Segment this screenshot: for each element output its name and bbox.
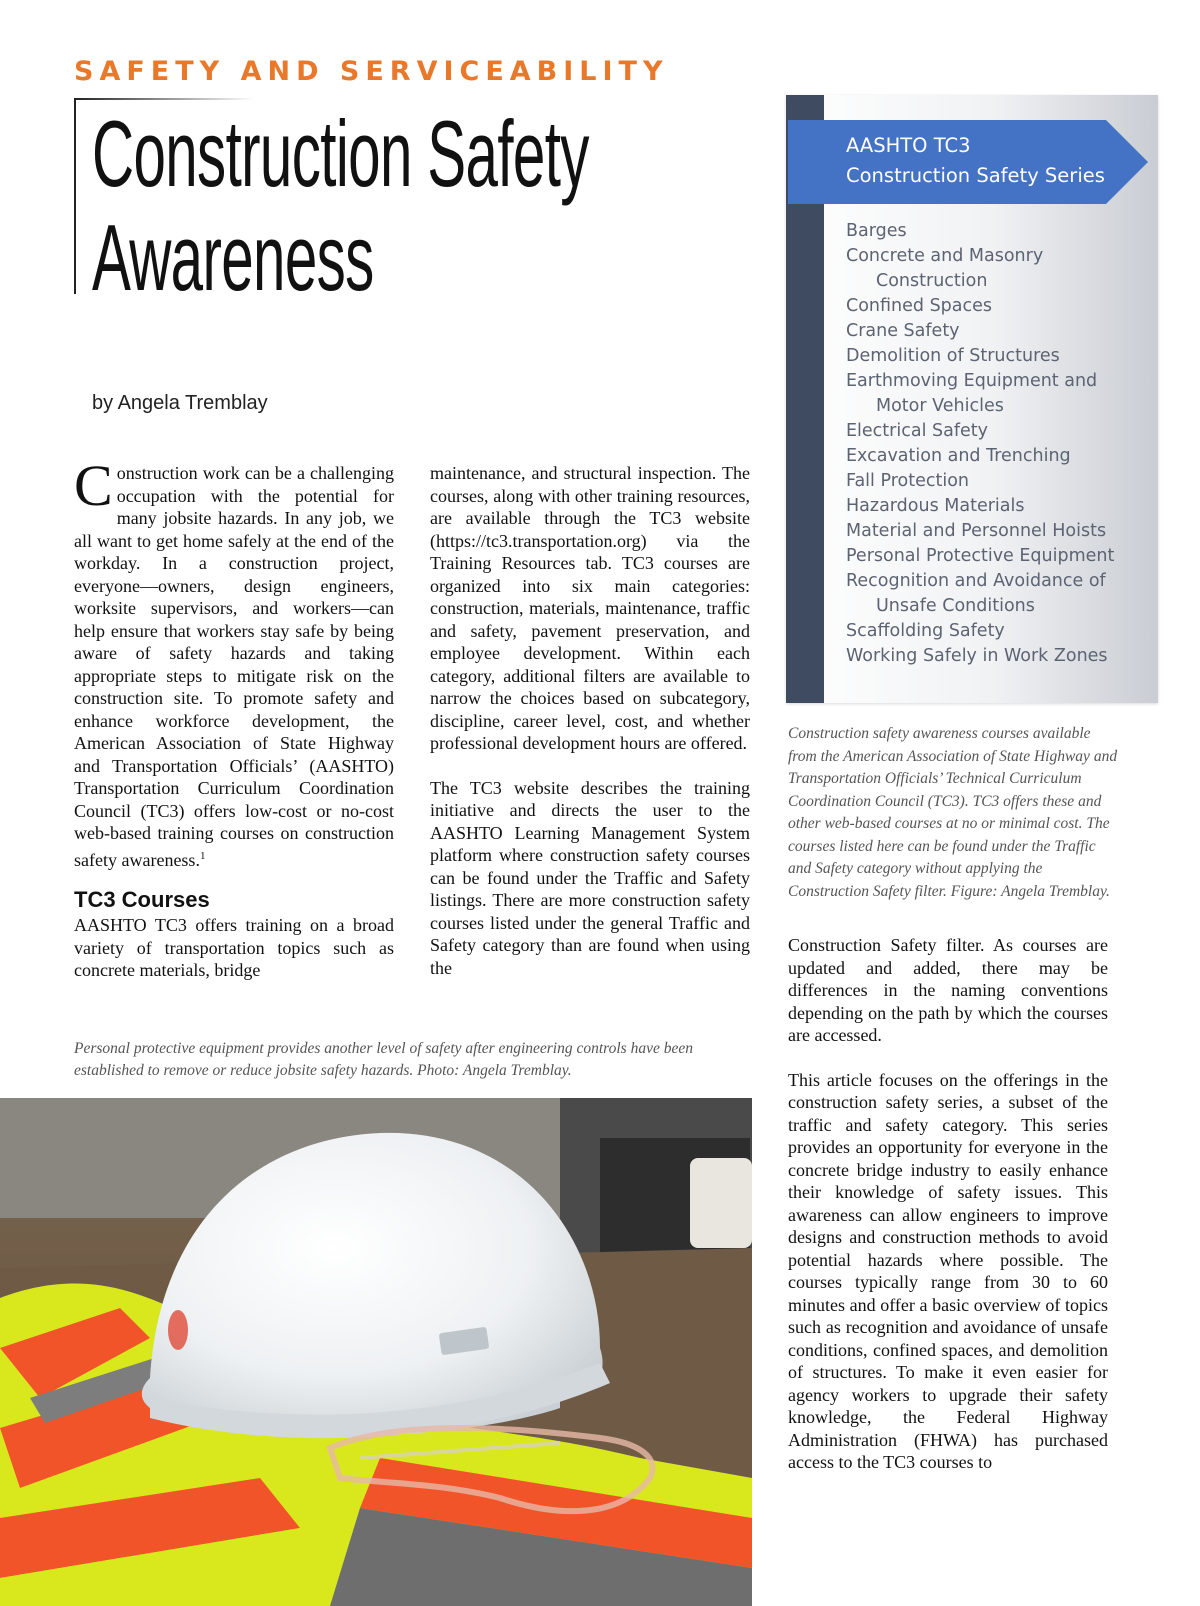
- paragraph-article-focus: This article focuses on the offerings in the construction safety series, a subset of the traffic and safety category. This series provides an opportunity for everyone in the concrete bridge industry to easily enhance their knowledge of safety issues. This awareness can allow engineers to improve designs and construction methods to avoid potential hazards where possible. The courses typically range from 30 to 60 minutes and offer a basic overview of topics such as recognition and avoidance of unsafe conditions, confined spaces, and demolition of structures. To make it even easier for agency workers to upgrade their safety knowledge, the Federal Highway Administration (FHWA) has purchased access to the TC3 courses to: [788, 1069, 1108, 1472]
- course-item: Barges: [846, 221, 907, 241]
- article-title: [92, 102, 589, 310]
- banner-line-1: AASHTO TC3: [846, 134, 971, 157]
- ppe-photo: [0, 1098, 752, 1606]
- course-item: Material and Personnel Hoists: [846, 521, 1107, 541]
- paragraph-tc3-offers: AASHTO TC3 offers training on a broad variety of transportation topics such as concrete materials, bridge: [74, 915, 394, 980]
- paragraph-tc3-website-continued: Construction Safety filter. As courses are updated and added, there may be differences in the naming conventions depending on the path by which the courses are accessed.: [788, 935, 1108, 1045]
- paragraph-tc3-offers-continued: maintenance, and structural inspection. The courses, along with other training resources, are available through the TC3 website (https://tc3.transportation.org) via the Training Resources tab. TC3 courses are organized into six main categories: construction, materials, maintenance, traffic and safety, pavement preservation, and employee development. Within each category, additional filters are available to narrow the choices based on subcategory, discipline, career level, cost, and whether professional development hours are offered.: [430, 463, 750, 753]
- course-item: Recognition and Avoidance of Unsafe Conditions: [846, 571, 1106, 616]
- footnote-marker: 1: [199, 849, 206, 862]
- sidebar-caption: Construction safety awareness courses available from the American Association of State Highway and Transportation Officials’ Technical Curriculum Coordination Council (TC3). TC3 offers these and other web-based courses at no or minimal cost. The courses listed here can be found under the Traffic and Safety category without applying the Construction Safety filter. Figure: Angela Tremblay.: [788, 725, 1118, 900]
- course-item: Electrical Safety: [846, 421, 988, 441]
- photo-caption: Personal protective equipment provides another level of safety after engineering controls have been established to remove or reduce jobsite safety hazards. Photo: Angela Tremblay.: [74, 1040, 693, 1079]
- title-rule-horizontal: [74, 98, 254, 100]
- title-line-1: Construction Safety: [92, 101, 589, 206]
- intro-paragraph: [74, 453, 394, 871]
- course-item: Demolition of Structures: [846, 346, 1060, 366]
- course-item: Concrete and Masonry Construction: [846, 246, 1044, 291]
- article-column-1: [74, 453, 394, 982]
- intro-text: onstruction work can be a challenging occupation with the potential for many jobsite hazards. In any job, we all want to get home safely at the end of the workday. In a construction project, everyone—owners, design engineers, worksite supervisors, and workers—can help ensure that workers stay safe by being aware of safety hazards and taking appropriate steps to mitigate risk on the construction site. To promote safety and enhance workforce development, the American Association of State Highway and Transportation Officials’ (AASHTO) Transportation Curriculum Coordination Council (TC3) offers low-cost or no-cost web-based training courses on construction safety awareness.: [74, 463, 394, 870]
- article-column-3: [788, 934, 1108, 1474]
- paragraph-tc3-website: The TC3 website describes the training initiative and directs the user to the AASHTO Learning Management System platform where construction safety courses can be found under the Traffic and Safety listings. There are more construction safety courses listed under the general Traffic and Safety category than are found when using the: [430, 777, 750, 978]
- course-item: Excavation and Trenching: [846, 446, 1071, 466]
- subhead-tc3-courses: TC3 Courses: [74, 887, 210, 912]
- byline: by Angela Tremblay: [92, 392, 268, 414]
- course-list: [846, 219, 1151, 669]
- course-item: Confined Spaces: [846, 296, 993, 316]
- article-column-2: [430, 462, 750, 979]
- drop-cap: C: [74, 453, 113, 518]
- section-label: SAFETY AND SERVICEABILITY: [74, 56, 669, 87]
- course-item: Earthmoving Equipment and Motor Vehicles: [846, 371, 1098, 416]
- title-line-2: Awareness: [92, 205, 374, 310]
- course-item: Working Safely in Work Zones: [846, 646, 1108, 666]
- course-item: Crane Safety: [846, 321, 960, 341]
- course-item: Scaffolding Safety: [846, 621, 1005, 641]
- course-item: Personal Protective Equipment: [846, 546, 1115, 566]
- banner-line-2: Construction Safety Series: [846, 164, 1105, 187]
- title-rule-vertical: [74, 98, 76, 294]
- course-item: Fall Protection: [846, 471, 970, 491]
- course-item: Hazardous Materials: [846, 496, 1025, 516]
- sidebar-banner-title: [846, 131, 1146, 191]
